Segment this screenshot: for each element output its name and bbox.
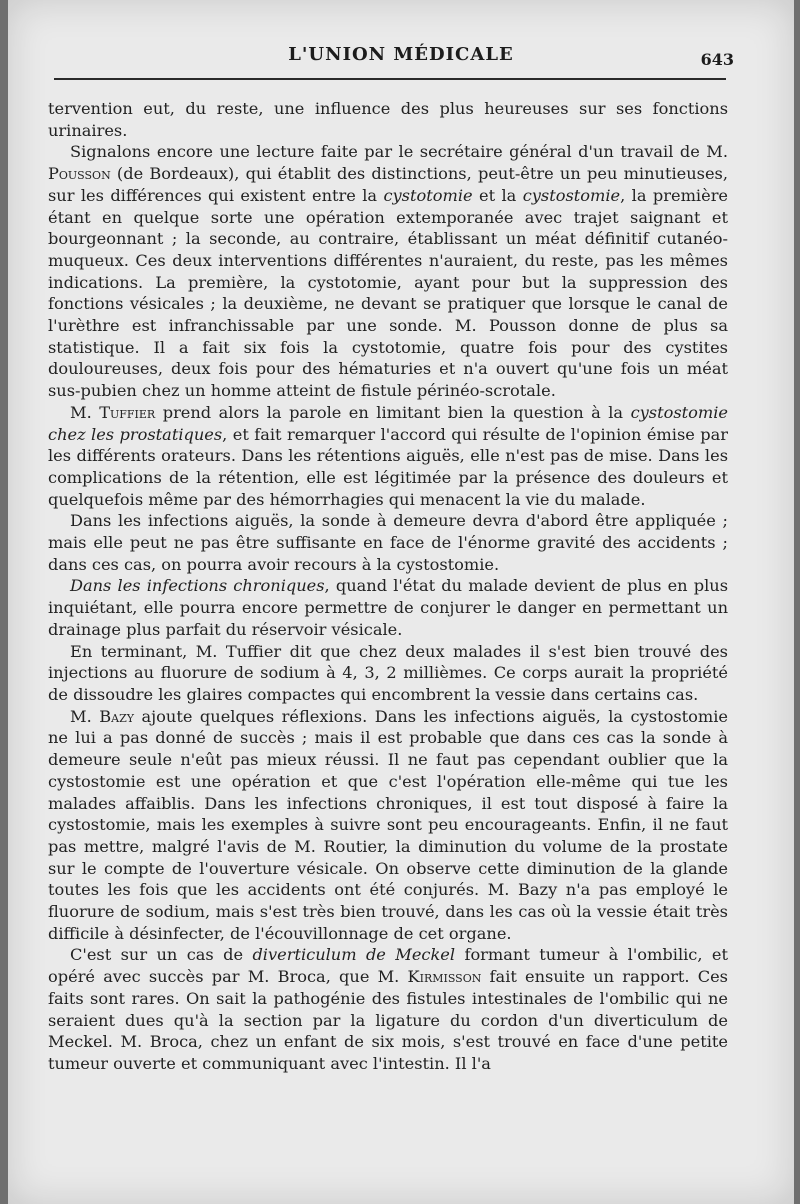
italic-term: cystostomie [522,185,621,205]
paragraph [48,575,728,640]
paragraph-text: M. [70,706,100,726]
paragraph-text: En terminant, M. Tuffier dit que chez deux malades il s'est bien trouvé des injections au fluorure de sodium à 4, 3, 2 millièmes. Ce corps aurait la propriété de dissoudre les glaires compactes qui encombrent la vessie dans certains cas. [48,641,728,704]
paragraph-text: , la première étant en quelque sorte une opération extemporanée avec trajet saignant et bourgeonnant ; la seconde, au contraire, établissant un méat définitif cutanéo-muqueux. Ces deux interventions différentes n'auraient, du reste, pas les mêmes indications. La première, la cystotomie, ayant pour but la suppression des fonctions vésicales ; la deuxième, ne devant se pratiquer que lorsque le canal de l'urèthre est infranchissable par une sonde. M. Pousson donne de plus sa statistique. Il a fait six fois la cystotomie, quatre fois pour des cystites douloureuses, deux fois pour des hématuries et n'a ouvert qu'une fois un méat sus-pubien chez un homme atteint de fistule périnéo-scrotale. [48,185,729,401]
paragraph [48,706,728,945]
author-name: Pousson [48,164,111,184]
page-number: 643 [700,50,734,69]
paragraph-text: , et fait remarquer l'accord qui résulte de l'opinion émise par les différents orateurs. Dans les rétentions aiguës, elle n'est pas de mise. Dans les complications de la rétention, elle est légitimée par la présence des douleurs et quelquefois même par des hémorrhagies qui menacent la vie du malade. [48,424,728,509]
paragraph-text: ajoute quelques réflexions. Dans les infections aiguës, la cystostomie ne lui a pas donné de succès ; mais il est probable que dans ces cas la sonde à demeure seule n'eût pas mieux réussi. Il ne faut pas cependant oublier que la cystostomie est une opération et que c'est l'opération elle-même qui tue les malades affaiblis. Dans les infections chroniques, il est tout disposé à faire la cystostomie, mais les exemples à suivre sont peu encourageants. Enfin, il ne faut pas mettre, malgré l'avis de M. Routier, la diminution du volume de la prostate sur le compte de l'ouverture vésicale. On observe cette diminution de la glande toutes les fois que les accidents ont été conjurés. M. Bazy n'a pas employé le fluorure de sodium, mais s'est très bien trouvé, dans les cas où la vessie était très difficile à désinfecter, de l'écouvillonnage de cet organe. [48,706,728,943]
author-name: Tuffier [99,402,156,422]
paragraph-text: M. [70,402,100,422]
article-body [48,98,728,1075]
italic-term: Dans les infections chroniques [70,576,325,596]
italic-term: cystostomie chez les prostatiques [48,402,728,444]
paragraph-text: C'est sur un cas de [70,945,253,965]
paragraph-text: tervention eut, du reste, une influence des plus heureuses sur ses fonctions urinaires. [48,99,728,140]
paragraph [48,944,728,1074]
header-rule [54,78,726,80]
author-name: Bazy [99,706,134,726]
paragraph-text: et la [472,185,523,205]
paragraph-text: prend alors la parole en limitant bien la question à la [155,402,631,422]
paragraph-text: formant tumeur à l'ombilic, et opéré avec succès par M. Broca, que M. [48,945,728,987]
paragraph-text: Dans les infections aiguës, la sonde à demeure devra d'abord être appliquée ; mais elle peut ne pas être suffisante en face de l'énorme gravité des accidents ; dans ces cas, on pourra avoir recours à la cystostomie. [48,511,728,574]
paragraph-text: (de Bordeaux), qui établit des distinctions, peut-être un peu minutieuses, sur les différences qui existent entre la [48,164,728,205]
paragraph [48,402,728,511]
paragraph [48,510,728,575]
page-header [8,44,794,74]
italic-term: cystotomie [383,185,473,205]
paragraph [48,141,728,401]
author-name: Kirmisson [407,967,482,987]
paragraph [48,641,728,706]
paragraph-text: , quand l'état du malade devient de plus en plus inquiétant, elle pourra encore permettre de conjurer le danger en permettant un drainage plus parfait du réservoir vésicale. [48,576,729,639]
paragraph-text: fait ensuite un rapport. Ces faits sont rares. On sait la pathogénie des fistules intestinales de l'ombilic qui ne seraient dues qu'à la section par la ligature du cordon d'un diverticulum de Meckel. M. Broca, chez un enfant de six mois, s'est trouvé en face d'une petite tumeur ouverte et communiquant avec l'intestin. Il l'a [48,967,728,1073]
paragraph [48,98,728,141]
running-title: L'UNION MÉDICALE [288,44,514,65]
italic-term: diverticulum de Meckel [252,945,456,965]
paragraph-text: Signalons encore une lecture faite par le secrétaire général d'un travail de M. [70,142,728,162]
journal-page [8,0,794,1204]
